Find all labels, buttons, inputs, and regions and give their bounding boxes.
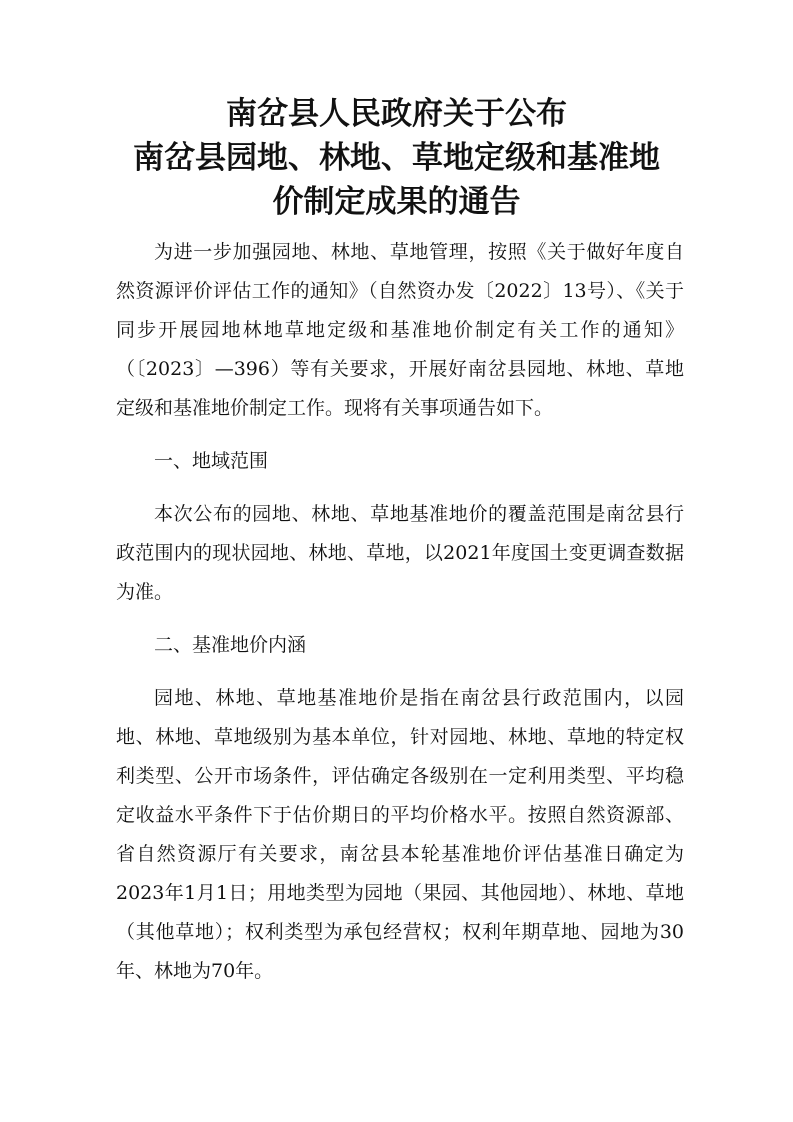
section-heading-scope: 一、地域范围 — [154, 450, 269, 472]
title-line-1: 南岔县人民政府关于公布 — [226, 96, 567, 132]
document-body — [116, 233, 684, 1005]
scope-paragraph: 本次公布的园地、林地、草地基准地价的覆盖范围是南岔县行政范围内的现状园地、林地、草地，以2021年度国土变更调查数据为准。 — [116, 503, 684, 603]
intro-paragraph: 为进一步加强园地、林地、草地管理，按照《关于做好年度自然资源评价评估工作的通知》（自然资办发〔2022〕13号）、《关于同步开展园地林地草地定级和基准地价制定有关工作的通知》（〔2023〕—396）等有关要求，开展好南岔县园地、林地、草地定级和基准地价制定工作。现将有关事项通告如下。 — [116, 241, 684, 419]
section-heading-connotation: 二、基准地价内涵 — [154, 634, 307, 656]
document-title — [100, 92, 693, 224]
connotation-paragraph: 园地、林地、草地基准地价是指在南岔县行政范围内，以园地、林地、草地级别为基本单位，针对园地、林地、草地的特定权利类型、公开市场条件，评估确定各级别在一定利用类型、平均稳定收益水平条件下于估价期日的平均价格水平。按照自然资源部、省自然资源厅有关要求，南岔县本轮基准地价评估基准日确定为2023年1月1日；用地类型为园地（果园、其他园地）、林地、草地（其他草地）；权利类型为承包经营权；权利年期草地、园地为30年、林地为70年。 — [116, 687, 684, 982]
title-line-2: 南岔县园地、林地、草地定级和基准地 — [133, 140, 660, 176]
title-line-3: 价制定成果的通告 — [272, 184, 521, 220]
